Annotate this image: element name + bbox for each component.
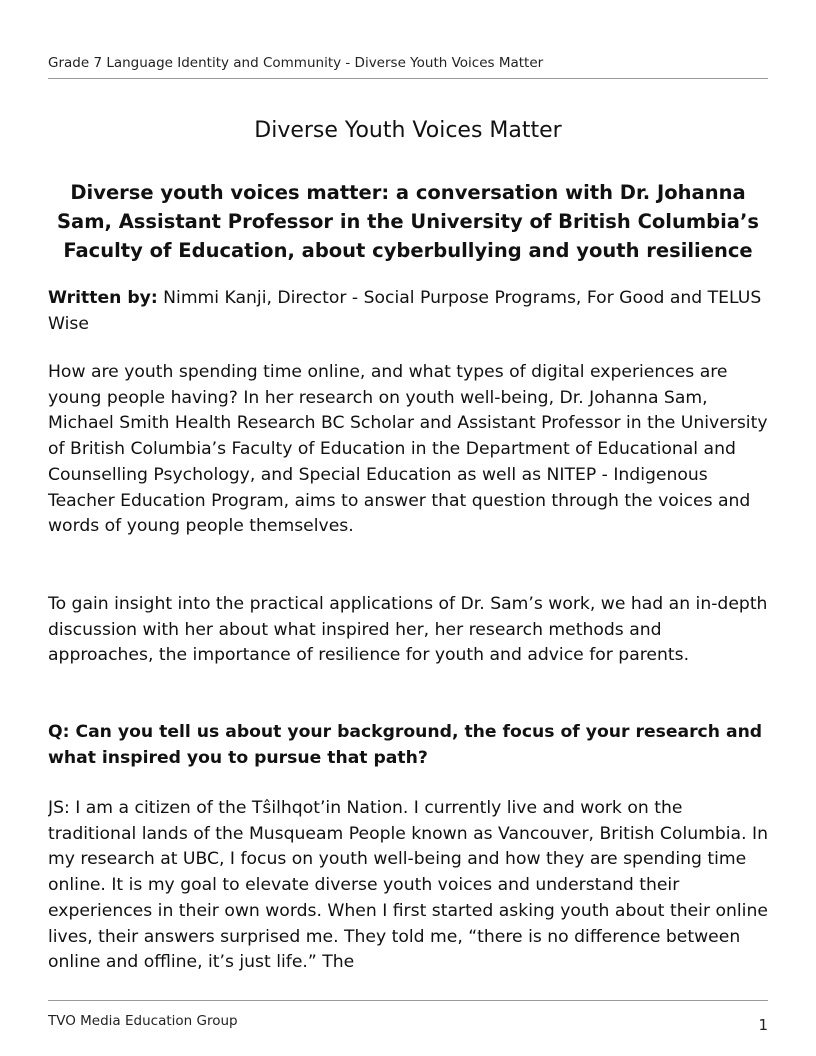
document-title: Diverse Youth Voices Matter bbox=[254, 118, 562, 143]
interview-question: Q: Can you tell us about your background, the focus of your research and what inspired you to pursue that path? bbox=[48, 722, 763, 768]
interview-answer: JS: I am a citizen of the Tŝilhqot’in Nation. I currently live and work on the traditional lands of the Musqueam People known as Vancouver, British Columbia. In my research at UBC, I focus on youth well-being and how they are spending time online. It is my goal to elevate diverse youth voices and understand their experiences in their own words. When I first started asking youth about their online lives, their answers surprised me. They told me, “there is no difference between online and offline, it’s just life.” The bbox=[48, 798, 768, 973]
footer-organization: TVO Media Education Group bbox=[48, 1013, 238, 1029]
header-divider bbox=[48, 78, 768, 79]
running-header: Grade 7 Language Identity and Community - Diverse Youth Voices Matter bbox=[48, 55, 544, 71]
byline bbox=[48, 286, 770, 337]
intro-paragraph: How are youth spending time online, and what types of digital experiences are young people having? In her research on youth well-being, Dr. Johanna Sam, Michael Smith Health Research BC Scholar and Assistant Professor in the University of British Columbia’s Faculty of Education in the Department of Educational and Counselling Psychology, and Special Education as well as NITEP - Indigenous Teacher Education Program, aims to answer that question through the voices and words of young people themselves. bbox=[48, 362, 768, 537]
byline-label: Written by: bbox=[48, 288, 158, 308]
page-number: 1 bbox=[758, 1016, 768, 1034]
document-subtitle: Diverse youth voices matter: a conversation with Dr. Johanna Sam, Assistant Professor in the University of British Columbia’s Faculty of Education, about cyberbullying and youth resilience bbox=[57, 181, 759, 262]
context-paragraph: To gain insight into the practical applications of Dr. Sam’s work, we had an in-depth discussion with her about what inspired her, her research methods and approaches, the importance of resilience for youth and advice for parents. bbox=[48, 594, 768, 666]
footer-divider bbox=[48, 1000, 768, 1001]
byline-author: Nimmi Kanji, Director - Social Purpose Programs, For Good and TELUS Wise bbox=[48, 288, 762, 334]
